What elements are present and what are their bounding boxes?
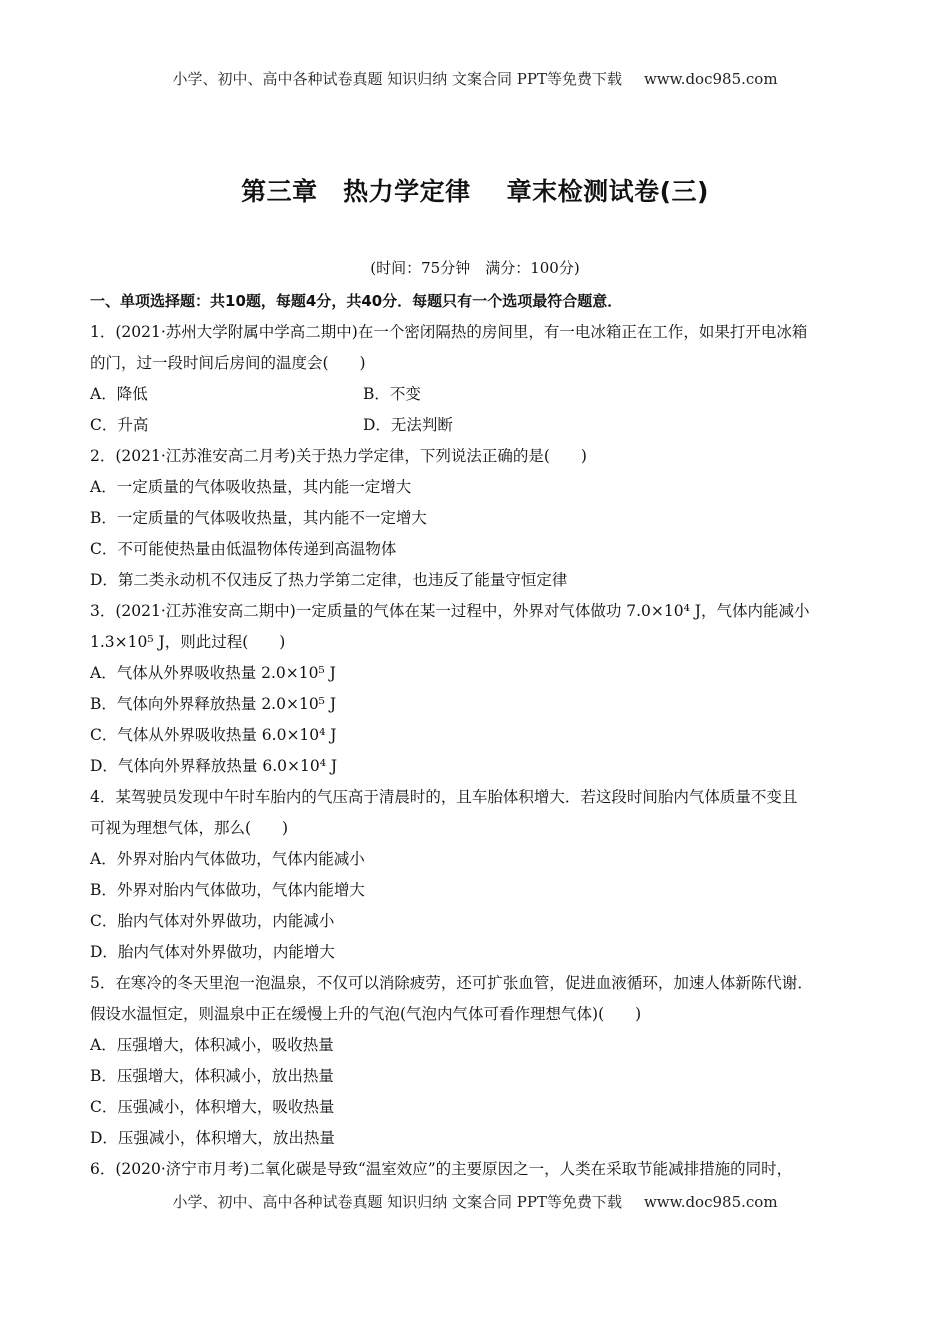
exam-title: 章末检测试卷(三) [506,177,709,206]
header-site-link[interactable]: www.doc985.com [643,70,778,88]
document-title [0,172,950,208]
question-4-option-b: B．外界对胎内气体做功，气体内能增大 [90,881,365,899]
question-3-option-a: A．气体从外界吸收热量 2.0×10⁵ J [90,664,336,682]
question-2-option-d: D．第二类永动机不仅违反了热力学第二定律，也违反了能量守恒定律 [90,571,568,589]
page-footer [0,1191,950,1212]
section-heading: 一、单项选择题：共10题，每题4分，共40分．每题只有一个选项最符合题意． [90,292,623,310]
question-1-option-d: D．无法判断 [363,416,453,434]
question-1-stem: 1．(2021·苏州大学附属中学高二期中)在一个密闭隔热的房间里，有一电冰箱正在工作，如果打开电冰箱 [90,323,808,341]
question-5-stem-cont: 假设水温恒定，则温泉中正在缓慢上升的气泡(气泡内气体可看作理想气体)( ) [90,1005,642,1023]
footer-text: 小学、初中、高中各种试卷真题 知识归纳 文案合同 PPT等免费下载 [172,1193,622,1211]
exam-info: (时间：75分钟 满分：100分) [370,259,580,277]
question-3-stem-cont: 1.3×10⁵ J，则此过程( ) [90,633,286,651]
chapter-title: 第三章 热力学定律 [241,177,471,206]
question-3-option-c: C．气体从外界吸收热量 6.0×10⁴ J [90,726,337,744]
question-4-option-a: A．外界对胎内气体做功，气体内能减小 [90,850,365,868]
question-4-stem: 4．某驾驶员发现中午时车胎内的气压高于清晨时的，且车胎体积增大．若这段时间胎内气体质量不变且 [90,788,798,806]
question-3-option-b: B．气体向外界释放热量 2.0×10⁵ J [90,695,337,713]
question-2-stem: 2．(2021·江苏淮安高二月考)关于热力学定律，下列说法正确的是( ) [90,447,587,465]
question-3-option-d: D．气体向外界释放热量 6.0×10⁴ J [90,757,338,775]
question-1-option-c: C．升高 [90,416,149,434]
question-1-stem-cont: 的门，过一段时间后房间的温度会( ) [90,354,366,372]
question-6-stem: 6．(2020·济宁市月考)二氧化碳是导致“温室效应”的主要原因之一，人类在采取节能减排措施的同时， [90,1160,793,1178]
question-3-stem: 3．(2021·江苏淮安高二期中)一定质量的气体在某一过程中，外界对气体做功 7.0×10⁴ J，气体内能减小 [90,602,810,620]
question-1-option-a: A．降低 [90,385,148,403]
question-4-option-c: C．胎内气体对外界做功，内能减小 [90,912,335,930]
question-4-option-d: D．胎内气体对外界做功，内能增大 [90,943,335,961]
question-5-stem: 5．在寒冷的冬天里泡一泡温泉，不仅可以消除疲劳，还可扩张血管，促进血液循环，加速人体新陈代谢． [90,974,813,992]
question-1-options-row-2 [90,410,870,441]
question-1-options-row-1 [90,379,870,410]
question-1-option-b: B．不变 [363,385,421,403]
question-4-stem-cont: 可视为理想气体，那么( ) [90,819,289,837]
page-header [0,68,950,89]
question-5-option-a: A．压强增大，体积减小，吸收热量 [90,1036,334,1054]
exam-body [90,286,870,1185]
question-2-option-c: C．不可能使热量由低温物体传递到高温物体 [90,540,397,558]
question-5-option-b: B．压强增大，体积减小，放出热量 [90,1067,334,1085]
header-text: 小学、初中、高中各种试卷真题 知识归纳 文案合同 PPT等免费下载 [172,70,622,88]
question-2-option-b: B．一定质量的气体吸收热量，其内能不一定增大 [90,509,427,527]
question-5-option-c: C．压强减小，体积增大，吸收热量 [90,1098,335,1116]
question-2-option-a: A．一定质量的气体吸收热量，其内能一定增大 [90,478,412,496]
question-5-option-d: D．压强减小，体积增大，放出热量 [90,1129,335,1147]
footer-site-link[interactable]: www.doc985.com [643,1193,778,1211]
